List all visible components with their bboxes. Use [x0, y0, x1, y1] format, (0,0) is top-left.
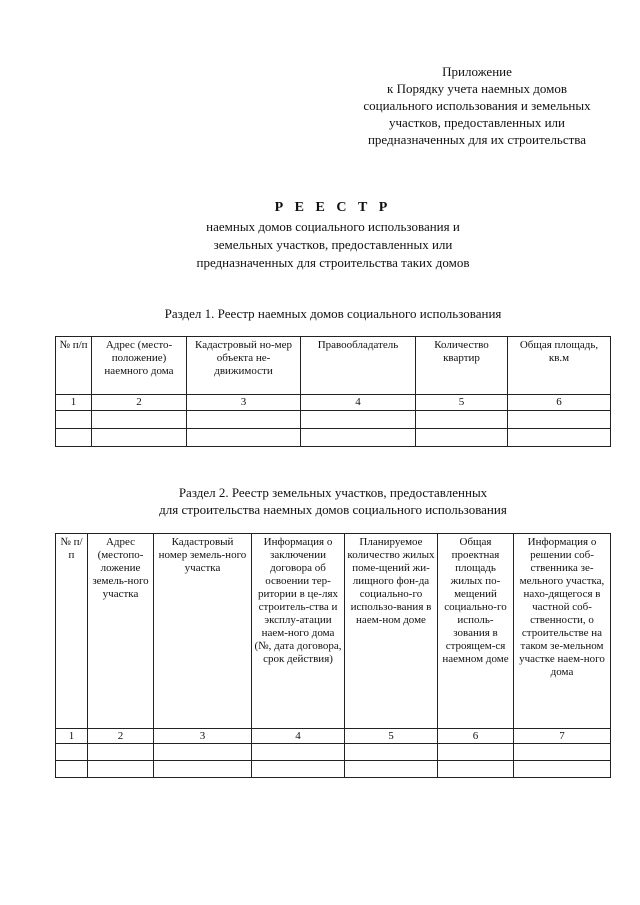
- header-cell: Информация о заключении договора об освоении тер-ритории в це-лях строитель-ства и эксплу-атации наем-ного дома (№, дата договора, срок действия): [252, 534, 345, 729]
- header-cell: Кадастровый номер земель-ного участка: [154, 534, 252, 729]
- empty-cell: [88, 761, 154, 778]
- empty-cell: [508, 429, 611, 447]
- appendix-block: [340, 63, 614, 148]
- header-cell: Кадастровый но-мер объекта не-движимости: [187, 337, 301, 395]
- column-number-cell: 7: [514, 729, 611, 744]
- column-number-cell: 1: [56, 729, 88, 744]
- appendix-line: предназначенных для их строительства: [367, 132, 587, 147]
- column-number-cell: 3: [187, 395, 301, 411]
- empty-cell: [88, 744, 154, 761]
- column-number-cell: 5: [416, 395, 508, 411]
- header-cell: Правообладатель: [301, 337, 416, 395]
- empty-cell: [514, 761, 611, 778]
- appendix-line: к Порядку учета наемных домов: [387, 81, 567, 96]
- column-number-row: [56, 395, 611, 411]
- empty-cell: [154, 761, 252, 778]
- table-header-row: [56, 337, 611, 395]
- column-number-cell: 6: [438, 729, 514, 744]
- section1-table: [55, 336, 611, 447]
- appendix-line: социального использования и земельных: [363, 98, 591, 113]
- empty-cell: [508, 411, 611, 429]
- empty-cell: [56, 429, 92, 447]
- empty-cell: [187, 411, 301, 429]
- table-row: [56, 744, 611, 761]
- section1-title: [80, 305, 586, 322]
- empty-cell: [345, 744, 438, 761]
- header-cell: Общая проектная площадь жилых по-мещений социально-го исполь-зования в строящем-ся наемном доме: [438, 534, 514, 729]
- registry-subtitle-line: земельных участков, предоставленных или: [213, 237, 453, 252]
- empty-cell: [92, 429, 187, 447]
- header-cell: Планируемое количество жилых поме-щений жи-лищного фон-да социально-го использо-вания в наем-ном доме: [345, 534, 438, 729]
- column-number-cell: 6: [508, 395, 611, 411]
- empty-cell: [301, 411, 416, 429]
- table-header-row: [56, 534, 611, 729]
- section2-title-line: Раздел 2. Реестр земельных участков, предоставленных: [178, 485, 488, 500]
- empty-cell: [416, 429, 508, 447]
- empty-cell: [56, 411, 92, 429]
- empty-cell: [252, 744, 345, 761]
- header-cell: Общая площадь, кв.м: [508, 337, 611, 395]
- column-number-cell: 5: [345, 729, 438, 744]
- empty-cell: [92, 411, 187, 429]
- section1-title-line: Раздел 1. Реестр наемных домов социального использования: [164, 306, 502, 321]
- section2-title: [80, 484, 586, 518]
- empty-cell: [438, 761, 514, 778]
- empty-cell: [438, 744, 514, 761]
- column-number-cell: 1: [56, 395, 92, 411]
- empty-cell: [345, 761, 438, 778]
- section2-title-line: для строительства наемных домов социального использования: [159, 502, 507, 517]
- empty-cell: [301, 429, 416, 447]
- empty-cell: [252, 761, 345, 778]
- appendix-line: участков, предоставленных или: [389, 115, 565, 130]
- empty-cell: [416, 411, 508, 429]
- column-number-cell: 4: [301, 395, 416, 411]
- header-cell: Количество квартир: [416, 337, 508, 395]
- section2-table: [55, 533, 611, 778]
- empty-cell: [187, 429, 301, 447]
- table-row: [56, 429, 611, 447]
- registry-subtitle-line: наемных домов социального использования и: [206, 219, 460, 234]
- table-row: [56, 411, 611, 429]
- empty-cell: [514, 744, 611, 761]
- header-cell: Адрес (местопо-ложение земель-ного участка: [88, 534, 154, 729]
- header-cell: Адрес (место-положение) наемного дома: [92, 337, 187, 395]
- registry-subtitle: [120, 218, 546, 272]
- column-number-cell: 3: [154, 729, 252, 744]
- header-cell: № п/п: [56, 337, 92, 395]
- empty-cell: [56, 761, 88, 778]
- table-row: [56, 761, 611, 778]
- empty-cell: [154, 744, 252, 761]
- header-cell: Информация о решении соб-ственника зе-мельного участка, нахо-дящегося в частной соб-ственности, о строительстве на таком зе-мельном участке наем-ного дома: [514, 534, 611, 729]
- empty-cell: [56, 744, 88, 761]
- registry-title: Р Е Е С Т Р: [274, 200, 392, 215]
- column-number-cell: 2: [92, 395, 187, 411]
- column-number-row: [56, 729, 611, 744]
- header-cell: № п/п: [56, 534, 88, 729]
- registry-subtitle-line: предназначенных для строительства таких домов: [196, 255, 470, 270]
- column-number-cell: 2: [88, 729, 154, 744]
- appendix-line: Приложение: [442, 64, 512, 79]
- column-number-cell: 4: [252, 729, 345, 744]
